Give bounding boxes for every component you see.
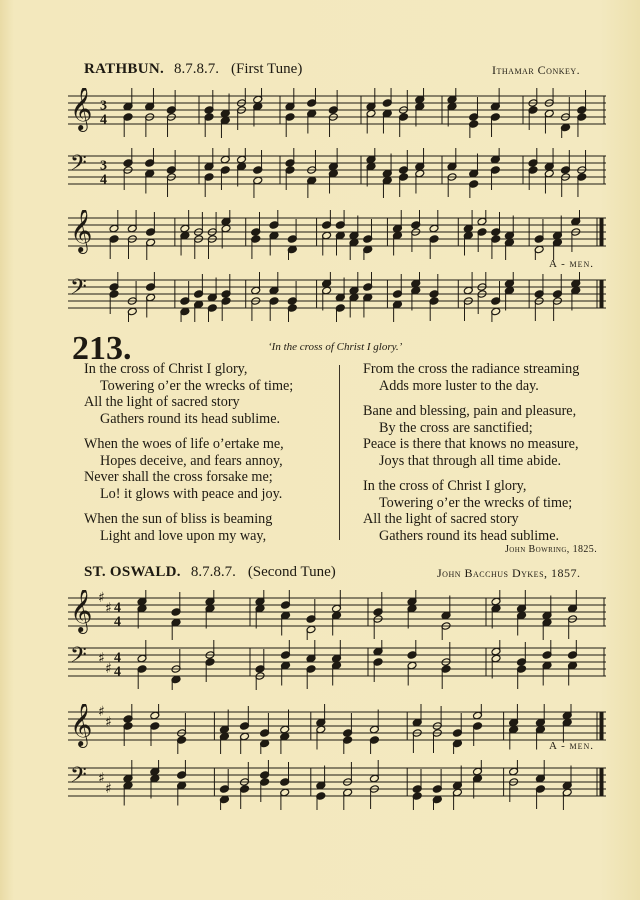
verse-line: Joys that through all time abide. (379, 452, 562, 469)
verse-line: When the woes of life o’ertake me, (84, 436, 284, 452)
verse-line: All the light of sacred story (84, 394, 240, 410)
sharp-icon: ♯ (105, 661, 112, 677)
sharp-icon: ♯ (105, 781, 112, 797)
verse-line: Hopes deceive, and fears annoy, (100, 452, 283, 469)
sharp-icon: ♯ (98, 770, 105, 787)
verse-line: From the cross the radiance streaming (363, 361, 580, 377)
tune-header-rathbun (84, 60, 302, 78)
column-divider (339, 365, 340, 540)
sharp-icon: ♯ (105, 714, 112, 731)
bass-clef-icon: 𝄢 (70, 763, 87, 794)
verse-line: Lo! it glows with peace and joy. (100, 485, 283, 502)
verse-line: Peace is there that knows no measure, (363, 436, 579, 452)
amen-label: A - men. (549, 258, 595, 270)
verse-line: By the cross are sanctified; (379, 419, 533, 436)
sharp-icon: ♯ (105, 600, 112, 617)
verse-line: Gathers round its head sublime. (379, 527, 560, 544)
verse-line: Bane and blessing, pain and pleasure, (363, 403, 577, 419)
tune-label: (Second Tune) (247, 564, 336, 580)
time-signature: 4 (100, 112, 107, 128)
tune-meter: 8.7.8.7. (174, 61, 220, 77)
composer-credit: Ithamar Conkey. (492, 63, 581, 77)
hymn-number: 213. (72, 330, 132, 367)
time-signature: 4 (100, 172, 107, 188)
sharp-icon: ♯ (98, 650, 105, 667)
rathbun-system-1-treble (64, 88, 610, 138)
treble-clef-icon: 𝄞 (70, 704, 93, 747)
stanza (363, 403, 579, 469)
tune-label: (First Tune) (231, 61, 303, 77)
tune-name: RATHBUN. (84, 61, 165, 77)
sharp-icon: ♯ (98, 590, 105, 606)
bass-clef-icon: 𝄢 (70, 643, 87, 674)
verse-column-left (84, 361, 293, 553)
st-oswald-system-1-bass (64, 640, 610, 690)
time-signature: 4 (114, 664, 121, 680)
stanza (84, 511, 293, 544)
tune-name: ST. OSWALD. (84, 564, 181, 580)
verse-column-right (363, 361, 579, 553)
tune-meter: 8.7.8.7. (190, 564, 236, 580)
stanza (84, 436, 293, 502)
text-attribution: John Bowring, 1825. (505, 544, 598, 555)
verse-line: In the cross of Christ I glory, (84, 361, 248, 377)
rathbun-system-1-bass (64, 148, 610, 198)
bass-clef-icon: 𝄢 (70, 151, 87, 182)
tune-header-st-oswald (84, 563, 336, 581)
verse-line: Towering o’er the wrecks of time; (100, 377, 294, 394)
verse-line: Light and love upon my way, (100, 527, 267, 544)
time-signature: 4 (114, 600, 121, 616)
stanza (363, 478, 579, 544)
verse-line: In the cross of Christ I glory, (363, 478, 527, 494)
bass-clef-icon: 𝄢 (70, 275, 87, 306)
time-signature: 4 (114, 614, 121, 630)
time-signature: 4 (114, 650, 121, 666)
time-signature: 3 (100, 98, 107, 114)
verse-line: Gathers round its head sublime. (100, 410, 281, 427)
treble-clef-icon: 𝄞 (70, 210, 93, 253)
sharp-icon: ♯ (98, 704, 105, 720)
composer-credit: John Bacchus Dykes, 1857. (437, 566, 581, 580)
st-oswald-system-1-treble (64, 590, 610, 640)
first-line-reference: ‘In the cross of Christ I glory.’ (268, 341, 403, 353)
treble-clef-icon: 𝄞 (70, 590, 93, 633)
st-oswald-system-2-treble (64, 704, 610, 754)
rathbun-system-2-bass (64, 272, 610, 322)
verse-line: All the light of sacred story (363, 511, 519, 527)
verse-line: Adds more luster to the day. (379, 377, 539, 394)
time-signature: 3 (100, 158, 107, 174)
verse-line: When the sun of bliss is beaming (84, 511, 273, 527)
verse-line: Towering o’er the wrecks of time; (379, 494, 573, 511)
stanza (84, 361, 293, 427)
st-oswald-system-2-bass (64, 760, 610, 810)
treble-clef-icon: 𝄞 (70, 88, 93, 131)
amen-label: A - men. (549, 740, 595, 752)
stanza (363, 361, 579, 394)
rathbun-system-2-treble (64, 210, 610, 260)
verse-line: Never shall the cross forsake me; (84, 469, 273, 485)
